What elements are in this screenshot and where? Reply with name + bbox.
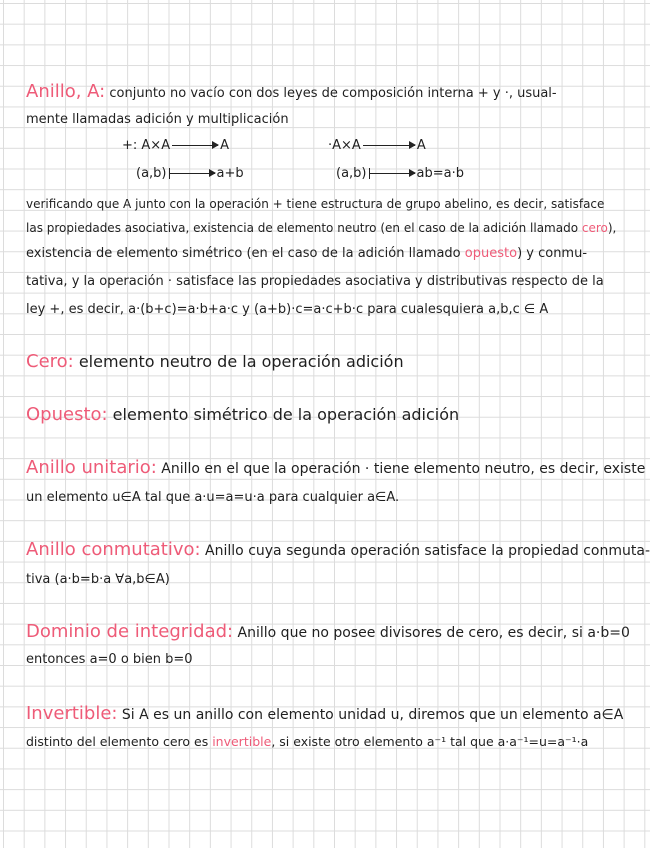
cero-highlight: cero [581,221,608,235]
dominio-term: Dominio de integridad: [26,621,234,642]
conmutativo-line-1 [26,540,650,561]
anillo-line-6: tativa, y la operación · satisface las propiedades asociativa y distributivas respecto de la [26,274,604,289]
maps-to-arrow-icon [169,173,215,174]
multiplication-domain: ·A×A [328,138,361,153]
opuesto-definition [26,405,459,425]
anillo-line-7: ley +, es decir, a·(b+c)=a·b+a·c y (a+b)·c=a·c+b·c para cualesquiera a,b,c ∈ A [26,302,549,317]
invertible-line-2 [26,732,588,752]
invertible-line-1 [26,704,623,725]
anillo-text-5b: ) y conmu- [517,246,588,261]
unitario-term: Anillo unitario: [26,457,157,478]
anillo-text-4a: las propiedades asociativa, existencia de elemento neutro (en el caso de la adición llamado [26,221,582,235]
anillo-term: Anillo, A: [26,81,106,102]
unitario-text-1: Anillo en el que la operación · tiene elemento neutro, es decir, existe [156,461,646,477]
unitario-line-1 [26,458,645,479]
right-arrow-icon [363,145,415,146]
anillo-line-5 [26,244,587,264]
invertible-highlight: invertible [212,734,272,749]
invertible-term: Invertible: [26,703,118,724]
opuesto-text: elemento simétrico de la operación adición [107,405,460,424]
multiplication-result: ab=a·b [416,166,464,181]
anillo-text-4b: ), [607,221,617,235]
conmutativo-text-1: Anillo cuya segunda operación satisface la propiedad conmuta- [200,543,650,559]
opuesto-term: Opuesto: [26,404,108,425]
dominio-text-1: Anillo que no posee divisores de cero, es decir, si a·b=0 [233,625,630,641]
anillo-line-4 [26,218,616,238]
anillo-line-2: mente llamadas adición y multiplicación [26,112,289,127]
cero-text: elemento neutro de la operación adición [73,352,404,371]
invertible-text-1: Si A es un anillo con elemento unidad u, diremos que un elemento a∈A [117,707,624,723]
addition-result: a+b [216,166,244,181]
opuesto-highlight: opuesto [464,246,518,261]
cero-term: Cero: [26,351,74,372]
multiplication-argument: (a,b) [336,166,367,181]
anillo-line-3: verificando que A junto con la operación + tiene estructura de grupo abelino, es decir, satisface [26,197,605,211]
addition-rule [136,164,244,184]
cero-definition [26,352,404,372]
invertible-text-2b: , si existe otro elemento a⁻¹ tal que a·a⁻¹=u=a⁻¹·a [271,734,589,749]
anillo-text-5a: existencia de elemento simétrico (en el caso de la adición llamado [26,246,465,261]
conmutativo-line-2: tiva (a·b=b·a ∀a,b∈A) [26,572,170,587]
maps-to-arrow-icon [369,173,415,174]
addition-mapping [122,136,229,156]
conmutativo-term: Anillo conmutativo: [26,539,201,560]
unitario-line-2: un elemento u∈A tal que a·u=a=u·a para cualquier a∈A. [26,490,400,505]
anillo-line-1 [26,82,557,104]
anillo-text-1: conjunto no vacío con dos leyes de composición interna + y ·, usual- [105,86,557,101]
addition-codomain: A [220,138,229,153]
invertible-text-2a: distinto del elemento cero es [26,734,213,749]
dominio-line-2: entonces a=0 o bien b=0 [26,652,193,667]
dominio-line-1 [26,622,630,643]
multiplication-mapping [328,136,426,156]
addition-domain: +: A×A [122,138,171,153]
multiplication-codomain: A [416,138,426,153]
multiplication-rule [336,164,464,184]
addition-argument: (a,b) [136,166,167,181]
right-arrow-icon [172,145,218,146]
